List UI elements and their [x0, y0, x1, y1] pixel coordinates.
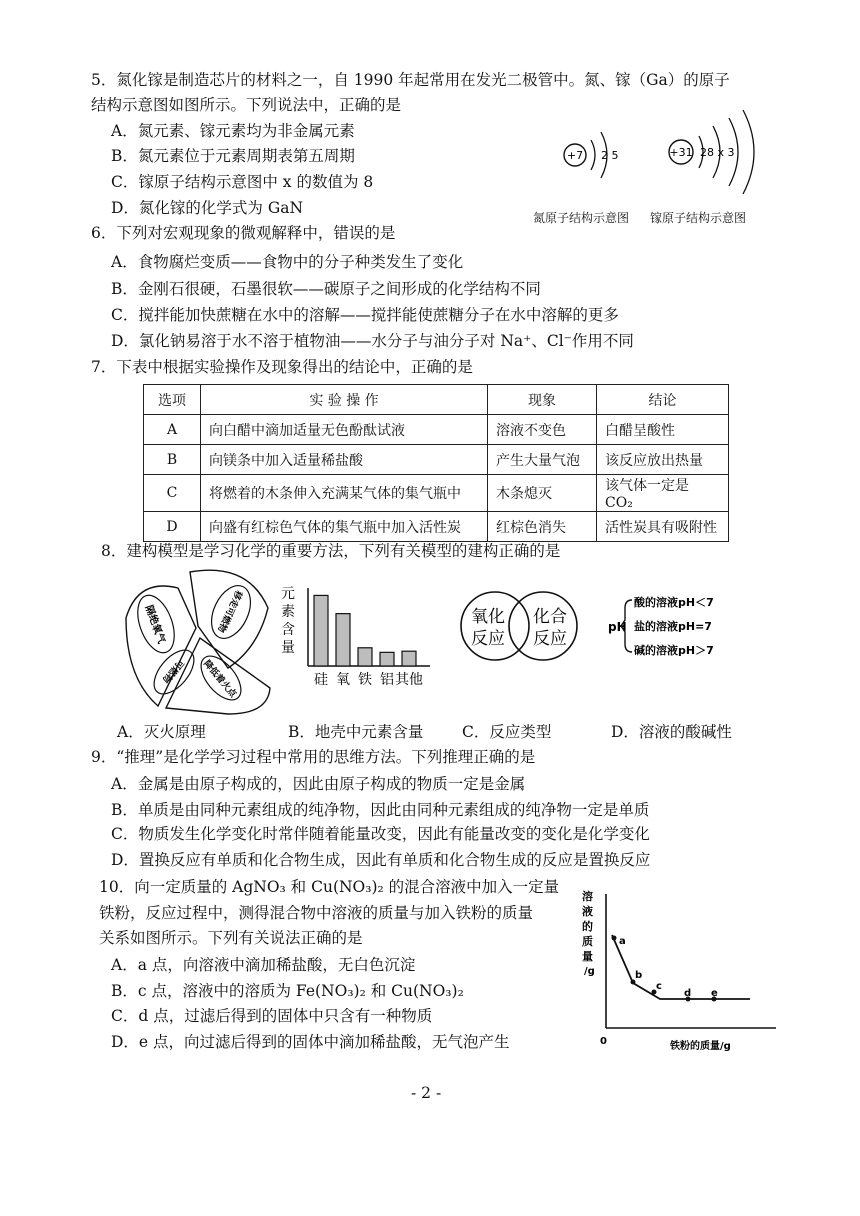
table-cell: D [144, 512, 201, 542]
table-row [144, 475, 729, 512]
ga-nucleus: +31 [669, 146, 693, 159]
point-d-label: d [684, 988, 692, 999]
fire-part-label: 可燃物 [159, 657, 185, 685]
table-header: 现象 [488, 385, 597, 415]
q10-stem-line3: 关系如图所示。下列有关说法正确的是 [99, 929, 363, 947]
q10-option-b: B．c 点，溶液中的溶质为 Fe(NO₃)₂ 和 Cu(NO₃)₂ [111, 982, 464, 1000]
table-cell: 白醋呈酸性 [597, 415, 729, 445]
table-cell: 木条熄灭 [488, 475, 597, 512]
crust-element-bar-chart [280, 580, 440, 720]
point-c-label: c [656, 981, 662, 992]
table-header: 结论 [597, 385, 729, 415]
venn-right-label: 化合 [533, 607, 567, 627]
q8-option-c: C．反应类型 [462, 723, 552, 741]
q10-option-c: C．d 点，过滤后得到的固体中只含有一种物质 [111, 1007, 433, 1025]
fire-principle-diagram [118, 568, 278, 718]
reaction-type-venn-diagram [458, 586, 588, 666]
ph-classification-diagram [608, 592, 758, 662]
nitrogen-atom-diagram [564, 132, 619, 178]
n-diagram-caption: 氮原子结构示意图 [533, 211, 630, 225]
table-cell: A [144, 415, 201, 445]
q9-stem: 9．“推理”是化学学习过程中常用的思维方法。下列推理正确的是 [91, 748, 536, 766]
q10-option-a: A．a 点，向溶液中滴加稀盐酸，无白色沉淀 [111, 956, 416, 974]
ga-diagram-caption: 镓原子结构示意图 [650, 211, 747, 225]
table-cell: 该气体一定是 CO₂ [597, 475, 729, 512]
atom-structure-diagrams [555, 110, 785, 220]
chart-xlabel: 铁粉的质量/g [670, 1041, 731, 1052]
q6-option-d: D．氯化钠易溶于水不溶于植物油——水分子与油分子对 Na⁺、Cl⁻作用不同 [111, 332, 634, 350]
venn-left-label: 氧化 [471, 607, 505, 627]
point-a-marker [612, 936, 617, 941]
table-cell: 向镁条中加入适量稀盐酸 [201, 445, 488, 475]
n-shell-electrons: 2 5 [601, 149, 619, 162]
solution-mass-line-chart [580, 886, 780, 1054]
table-header: 选项 [144, 385, 201, 415]
bar-ylabel-char: 含 [281, 622, 295, 638]
table-cell: 溶液不变色 [488, 415, 597, 445]
chart-ylabel-char: 量 [582, 950, 593, 963]
q9-option-d: D．置换反应有单质和化合物生成，因此有单质和化合物生成的反应是置换反应 [111, 851, 651, 869]
table-cell: 向白醋中滴加适量无色酚酞试液 [201, 415, 488, 445]
gallium-atom-diagram [669, 110, 754, 194]
table-cell: 活性炭具有吸附性 [597, 512, 729, 542]
q8-option-b: B．地壳中元素含量 [288, 723, 424, 741]
q5-option-b: B．氮元素位于元素周期表第五周期 [111, 147, 355, 165]
fire-part-label: 移走可燃物 [215, 588, 244, 634]
table-row [144, 445, 729, 475]
q5-option-d: D．氮化镓的化学式为 GaN [111, 199, 304, 217]
venn-right-label: 反应 [533, 629, 567, 649]
ph-label: pH [608, 620, 627, 634]
q5-stem-line1: 5．氮化镓是制造芯片的材料之一，自 1990 年起常用在发光二极管中。氮、镓（Ga）的原子 [91, 71, 730, 89]
q5-stem-line2: 结构示意图如图所示。下列说法中，正确的是 [91, 96, 402, 114]
q7-experiment-table [143, 384, 729, 542]
q9-option-a: A．金属是由原子构成的，因此由原子构成的物质一定是金属 [111, 775, 526, 793]
n-nucleus: +7 [566, 149, 584, 162]
chart-ylabel-char: 质 [582, 935, 593, 948]
chart-ylabel-char: 溶 [582, 890, 593, 903]
bar-category-label: 铝 [380, 672, 394, 688]
point-e-label: e [711, 988, 718, 999]
table-cell: 该反应放出热量 [597, 445, 729, 475]
q5-option-c: C．镓原子结构示意图中 x 的数值为 8 [111, 173, 374, 191]
ph-line: 盐的溶液pH=7 [634, 620, 712, 633]
bar-ylabel-char: 元 [281, 586, 295, 602]
ga-shell-electrons: 28 x 3 [700, 146, 735, 159]
q10-option-d: D．e 点，向过滤后得到的固体中滴加稀盐酸，无气泡产生 [111, 1033, 510, 1051]
chart-origin: 0 [600, 1036, 607, 1047]
ph-line: 酸的溶液pH＜7 [634, 596, 714, 609]
chart-ylabel-char: 液 [582, 905, 593, 918]
q5-option-a: A．氮元素、镓元素均为非金属元素 [111, 122, 355, 140]
bar-铝 [380, 652, 394, 666]
point-a-label: a [619, 936, 626, 947]
venn-left-label: 反应 [471, 629, 505, 649]
q10-stem-line1: 10．向一定质量的 AgNO₃ 和 Cu(NO₃)₂ 的混合溶液中加入一定量 [99, 878, 560, 896]
chart-ylabel-char: /g [584, 966, 595, 977]
fire-part-label: 隔绝氧气 [142, 603, 167, 646]
q6-option-a: A．食物腐烂变质——食物中的分子种类发生了变化 [111, 253, 464, 271]
table-cell: 产生大量气泡 [488, 445, 597, 475]
bar-category-label: 其他 [395, 672, 423, 688]
bar-ylabel-char: 素 [281, 604, 295, 620]
q6-stem: 6．下列对宏观现象的微观解释中，错误的是 [91, 224, 396, 242]
table-cell: 红棕色消失 [488, 512, 597, 542]
bar-铁 [358, 648, 372, 666]
q10-stem-line2: 铁粉，反应过程中，测得混合物中溶液的质量与加入铁粉的质量 [99, 904, 534, 922]
q7-stem: 7．下表中根据实验操作及现象得出的结论中，正确的是 [91, 358, 473, 376]
table-cell: 向盛有红棕色气体的集气瓶中加入活性炭 [201, 512, 488, 542]
q8-option-a: A．灭火原理 [117, 723, 206, 741]
table-cell: 将燃着的木条伸入充满某气体的集气瓶中 [201, 475, 488, 512]
q8-option-d: D．溶液的酸碱性 [611, 723, 732, 741]
bar-其他 [402, 651, 416, 666]
mass-curve [612, 935, 750, 999]
chart-ylabel-char: 的 [582, 920, 593, 933]
q6-option-b: B．金刚石很硬，石墨很软——碳原子之间形成的化学结构不同 [111, 280, 541, 298]
table-row [144, 512, 729, 542]
bar-氧 [336, 614, 350, 666]
table-cell: B [144, 445, 201, 475]
q9-option-b: B．单质是由同种元素组成的纯净物，因此由同种元素组成的纯净物一定是单质 [111, 801, 650, 819]
point-b-label: b [635, 970, 643, 981]
q8-stem: 8．建构模型是学习化学的重要方法，下列有关模型的建构正确的是 [101, 542, 561, 560]
table-header-row [144, 385, 729, 415]
q6-option-c: C．搅拌能加快蔗糖在水中的溶解——搅拌能使蔗糖分子在水中溶解的更多 [111, 306, 619, 324]
table-header: 实 验 操 作 [201, 385, 488, 415]
ph-line: 碱的溶液pH＞7 [634, 644, 714, 657]
bar-category-label: 氧 [336, 672, 350, 688]
fire-part-label: 降低着火点 [201, 658, 238, 700]
page-number: - 2 - [411, 1084, 442, 1102]
bar-category-label: 硅 [314, 672, 328, 688]
table-row [144, 415, 729, 445]
bar-硅 [314, 595, 328, 666]
q9-option-c: C．物质发生化学变化时常伴随着能量改变，因此有能量改变的变化是化学变化 [111, 825, 650, 843]
table-cell: C [144, 475, 201, 512]
bar-category-label: 铁 [358, 672, 372, 688]
bar-ylabel-char: 量 [281, 640, 295, 656]
